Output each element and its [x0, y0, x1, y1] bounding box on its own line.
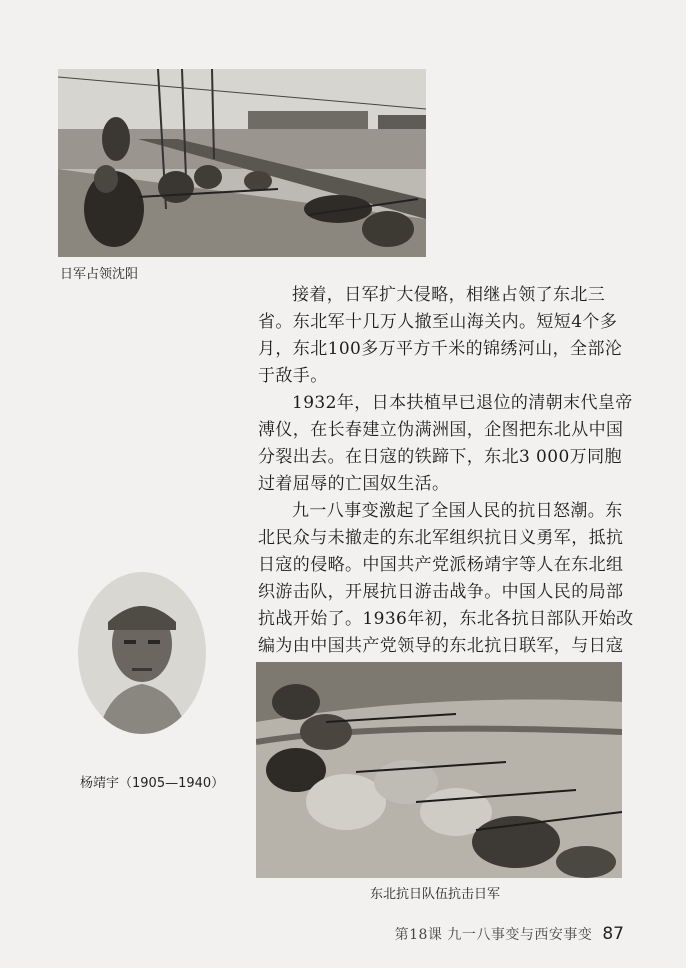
photo1-caption: 日军占领沈阳 [60, 267, 139, 282]
page-number: 87 [602, 924, 624, 944]
lesson-title: 第18课 九一八事变与西安事变 [394, 927, 593, 943]
photo3-caption: 东北抗日队伍抗击日军 [370, 887, 501, 902]
paragraph-1: 接着，日军扩大侵略，相继占领了东北三省。东北军十几万人撤至山海关内。短短4个多月，东北100多万平方千米的锦绣河山，全部沦于敌手。 [258, 285, 623, 386]
photo-anti-japanese-troops [256, 662, 622, 878]
page-footer [395, 924, 624, 944]
portrait-caption: 杨靖宇（1905—1940） [80, 776, 225, 791]
photo-japanese-occupy-shenyang [58, 69, 426, 257]
paragraph-3: 九一八事变激起了全国人民的抗日怒潮。东北民众与未撤走的东北军组织抗日义勇军，抵抗日寇的侵略。中国共产党派杨靖宇等人在东北组织游击队，开展抗日游击战争。中国人民的局部抗战开始了。1936年初，东北各抗日部队开始改编为由中国共产党领导的东北抗日联军，与日寇 [258, 501, 634, 656]
main-text [258, 282, 636, 687]
paragraph-2: 1932年，日本扶植早已退位的清朝末代皇帝溥仪，在长春建立伪满洲国，企图把东北从中国分裂出去。在日寇的铁蹄下，东北3 000万同胞过着屈辱的亡国奴生活。 [258, 393, 633, 494]
portrait-yang-jingyu [78, 572, 206, 734]
